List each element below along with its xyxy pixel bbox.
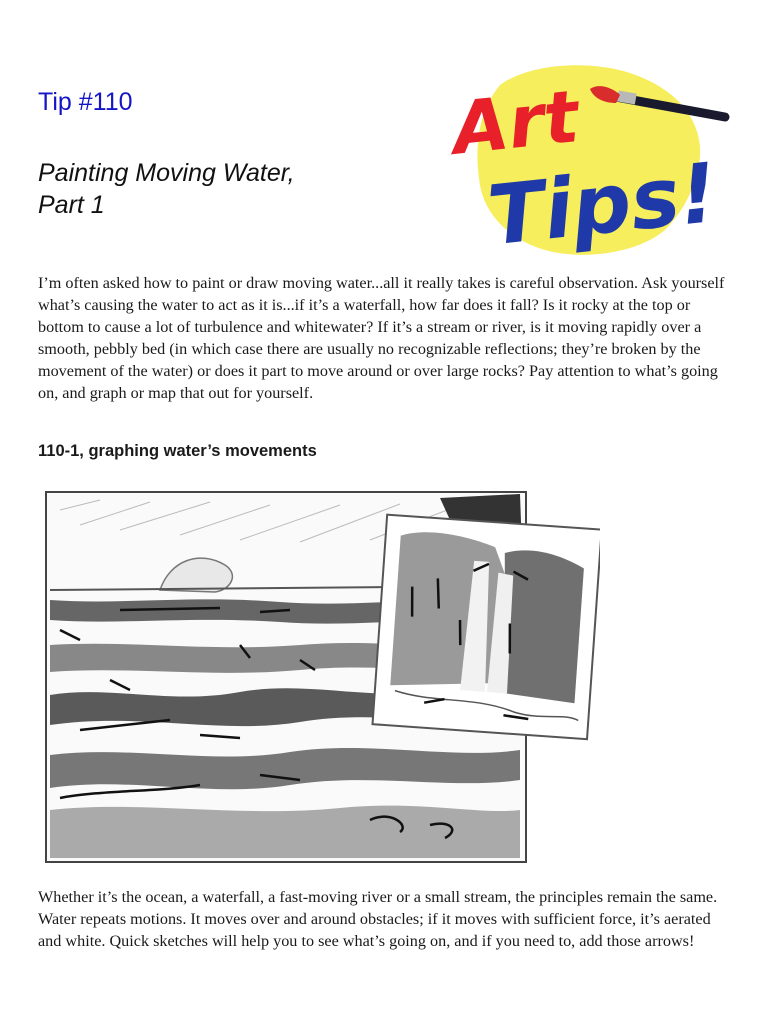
intro-paragraph: I’m often asked how to paint or draw moving water...all it really takes is careful observation. Ask yourself what’s causing the water to act as it is...if it’s a waterfall, how far does it fall? Is it rocky at the top or bottom to cause a lot of turbulence and whitewater? If it’s a stream or river, is it moving rapidly over a smooth, pebbly bed (in which case there are usually no recognizable reflections; they’re broken by the movement of the water) or does it part to move around or over large rocks? Pay attention to what’s going on, and graph or map that out for yourself. [38,274,725,402]
waterfall-sketch [373,515,600,739]
figure-sketches [40,480,600,865]
figure-caption: 110-1, graphing water’s movements [38,442,317,460]
title-line-1: Painting Moving Water, [38,159,295,187]
logo-tips-text: Tips! [483,145,722,265]
logo-art-text: Art [448,74,583,171]
closing-paragraph: Whether it’s the ocean, a waterfall, a fast-moving river or a small stream, the principles remain the same. Water repeats motions. It moves over and around obstacles; if it moves with sufficient force, it’s aerated and white. Quick sketches will help you to see what’s going on, and if you need to, add those arrows! [38,888,718,950]
article-title [38,157,418,221]
tip-number: Tip #110 [38,88,133,116]
art-tips-logo [440,55,730,265]
title-line-2: Part 1 [38,191,105,219]
